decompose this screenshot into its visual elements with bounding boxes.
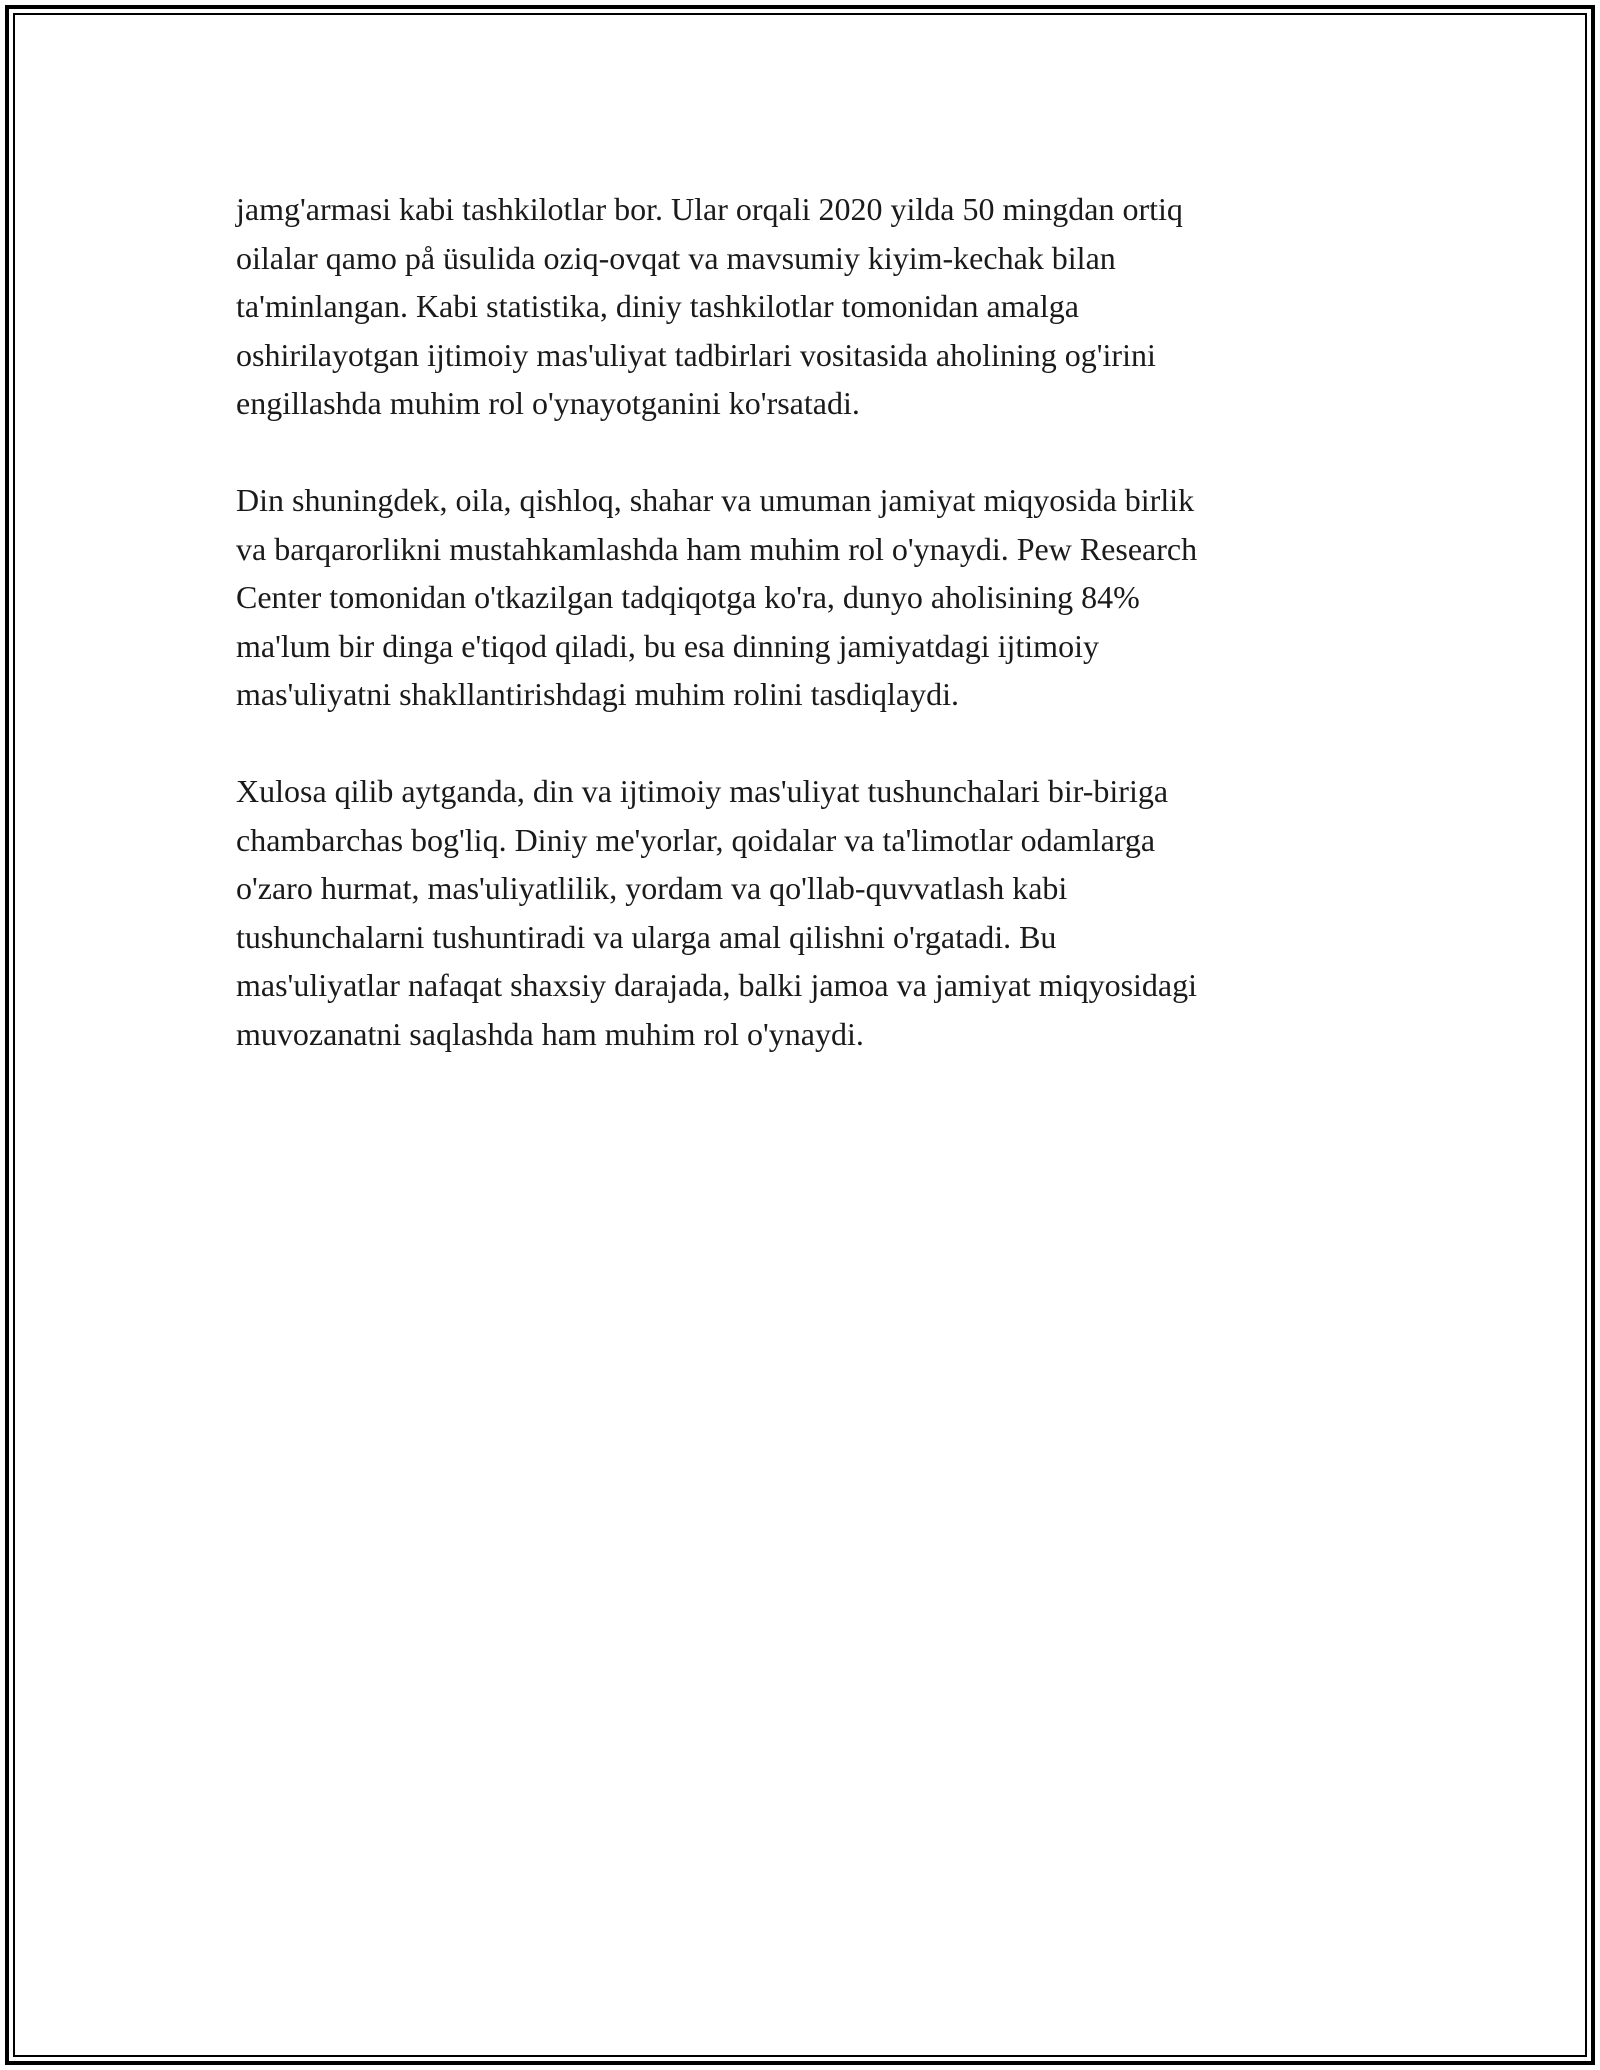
document-body [236,185,1366,1107]
paragraph-3: Xulosa qilib aytganda, din va ijtimoiy mas'uliyat tushunchalari bir-biriga chambarchas bog'liq. Diniy me'yorlar, qoidalar va ta'limotlar odamlarga o'zaro hurmat, mas'uliyatlilik, yordam va qo'llab-quvvatlash kabi tushunchalarni tushuntiradi va ularga amal qilishni o'rgatadi. Bu mas'uliyatlar nafaqat shaxsiy darajada, balki jamoa va jamiyat miqyosidagi muvozanatni saqlashda ham muhim rol o'ynaydi. [236,773,1198,1052]
paragraph-1: jamg'armasi kabi tashkilotlar bor. Ular orqali 2020 yilda 50 mingdan ortiq oilalar qamo på üsulida oziq-ovqat va mavsumiy kiyim-kechak bilan ta'minlangan. Kabi statistika, diniy tashkilotlar tomonidan amalga oshirilayotgan ijtimoiy mas'uliyat tadbirlari vositasida aholining og'irini engillashda muhim rol o'ynayotganini ko'rsatadi. [236,191,1183,421]
paragraph-2: Din shuningdek, oila, qishloq, shahar va umuman jamiyat miqyosida birlik va barqarorlikni mustahkamlashda ham muhim rol o'ynaydi. Pew Research Center tomonidan o'tkazilgan tadqiqotga ko'ra, dunyo aholisining 84% ma'lum bir dinga e'tiqod qiladi, bu esa dinning jamiyatdagi ijtimoiy mas'uliyatni shakllantirishdagi muhim rolini tasdiqlaydi. [236,482,1198,712]
